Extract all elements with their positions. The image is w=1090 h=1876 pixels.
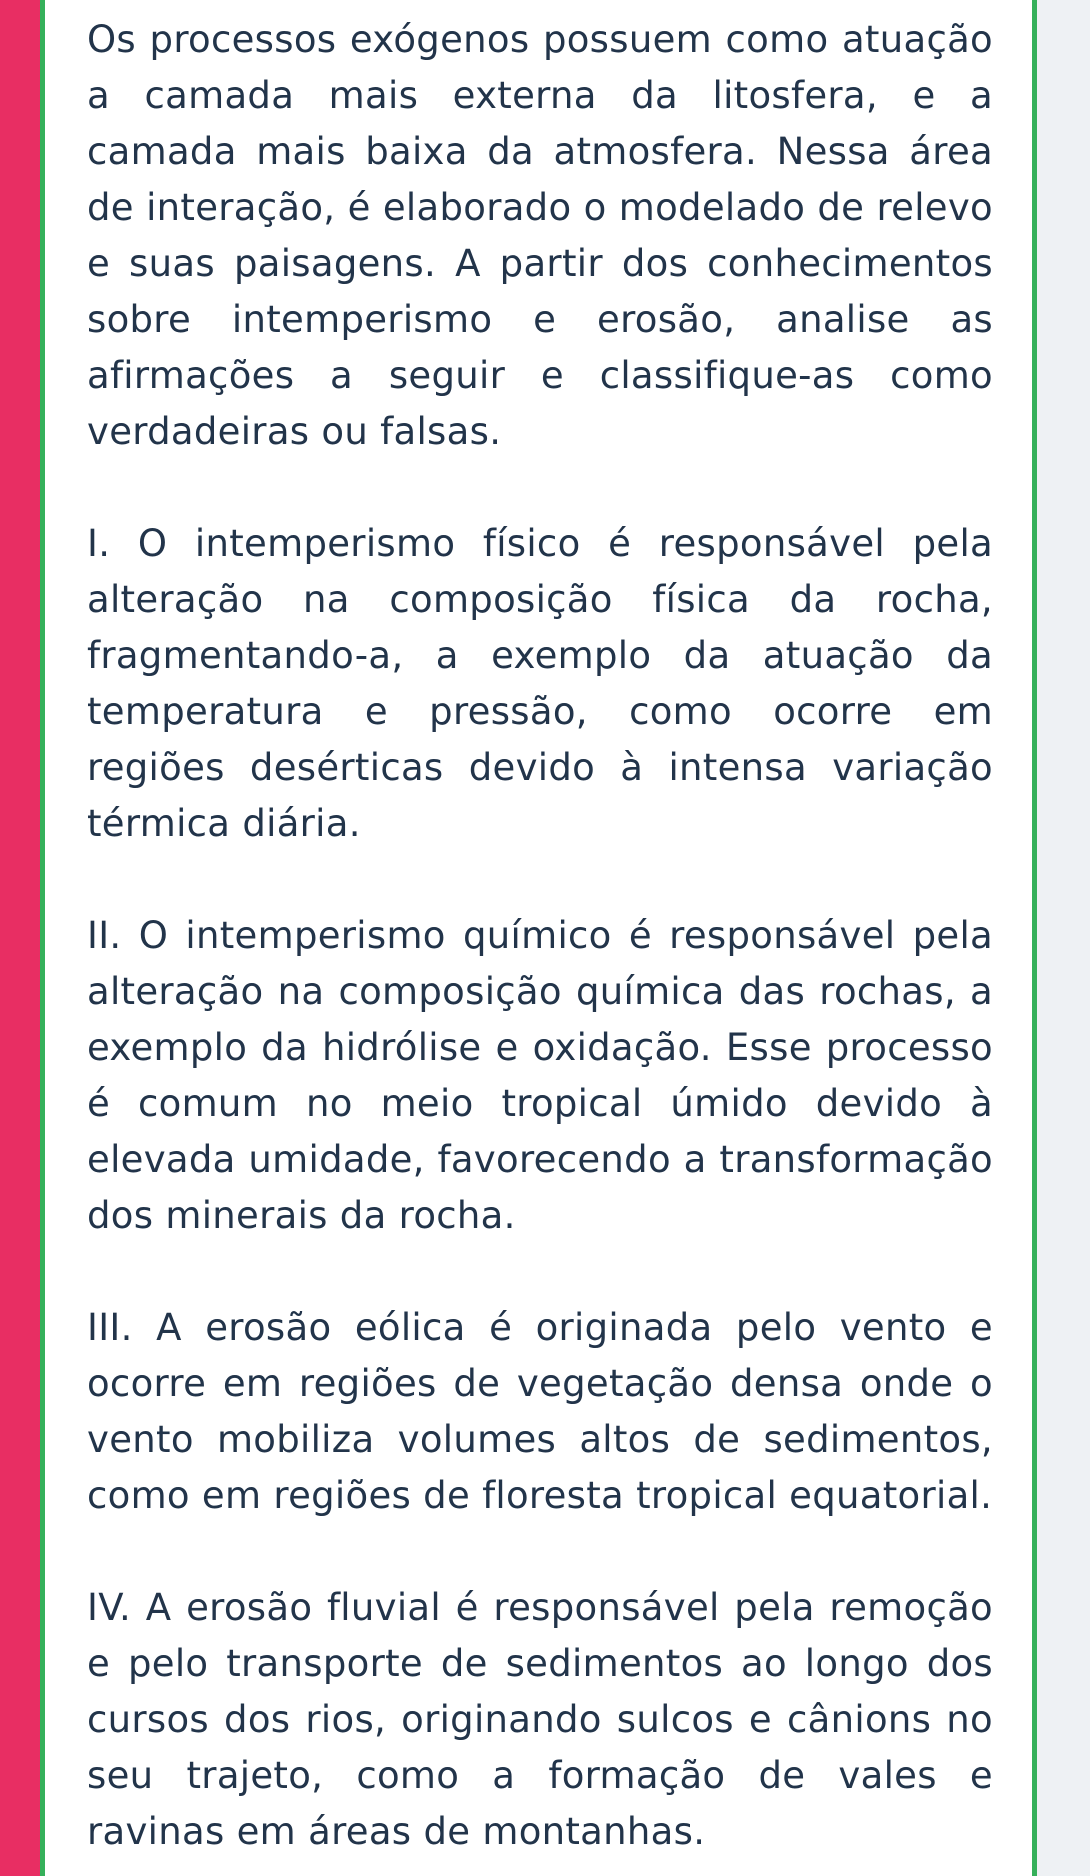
accent-bar	[0, 0, 40, 1876]
statement-3: III. A erosão eólica é originada pelo vento e ocorre em regiões de vegetação densa onde o vento mobiliza volumes altos de sedimentos, como em regiões de floresta tropical equatorial.	[87, 1306, 993, 1517]
question-intro: Os processos exógenos possuem como atuação a camada mais externa da litosfera, e a camada mais baixa da atmosfera. Nessa área de interação, é elaborado o modelado de relevo e suas paisagens. A partir dos conhecimentos sobre intemperismo e erosão, analise as afirmações a seguir e classifique-as como verdadeiras ou falsas.	[87, 18, 993, 453]
question-text	[87, 12, 993, 1860]
statement-2: II. O intemperismo químico é responsável pela alteração na composição química das rochas, a exemplo da hidrólise e oxidação. Esse processo é comum no meio tropical úmido devido à elevada umidade, favorecendo a transformação dos minerais da rocha.	[87, 914, 993, 1237]
statement-1: I. O intemperismo físico é responsável pela alteração na composição física da rocha, fragmentando-a, a exemplo da atuação da temperatura e pressão, como ocorre em regiões desérticas devido à intensa variação térmica diária.	[87, 522, 993, 845]
statement-4: IV. A erosão fluvial é responsável pela remoção e pelo transporte de sedimentos ao longo dos cursos dos rios, originando sulcos e cânions no seu trajeto, como a formação de vales e ravinas em áreas de montanhas.	[87, 1586, 993, 1853]
